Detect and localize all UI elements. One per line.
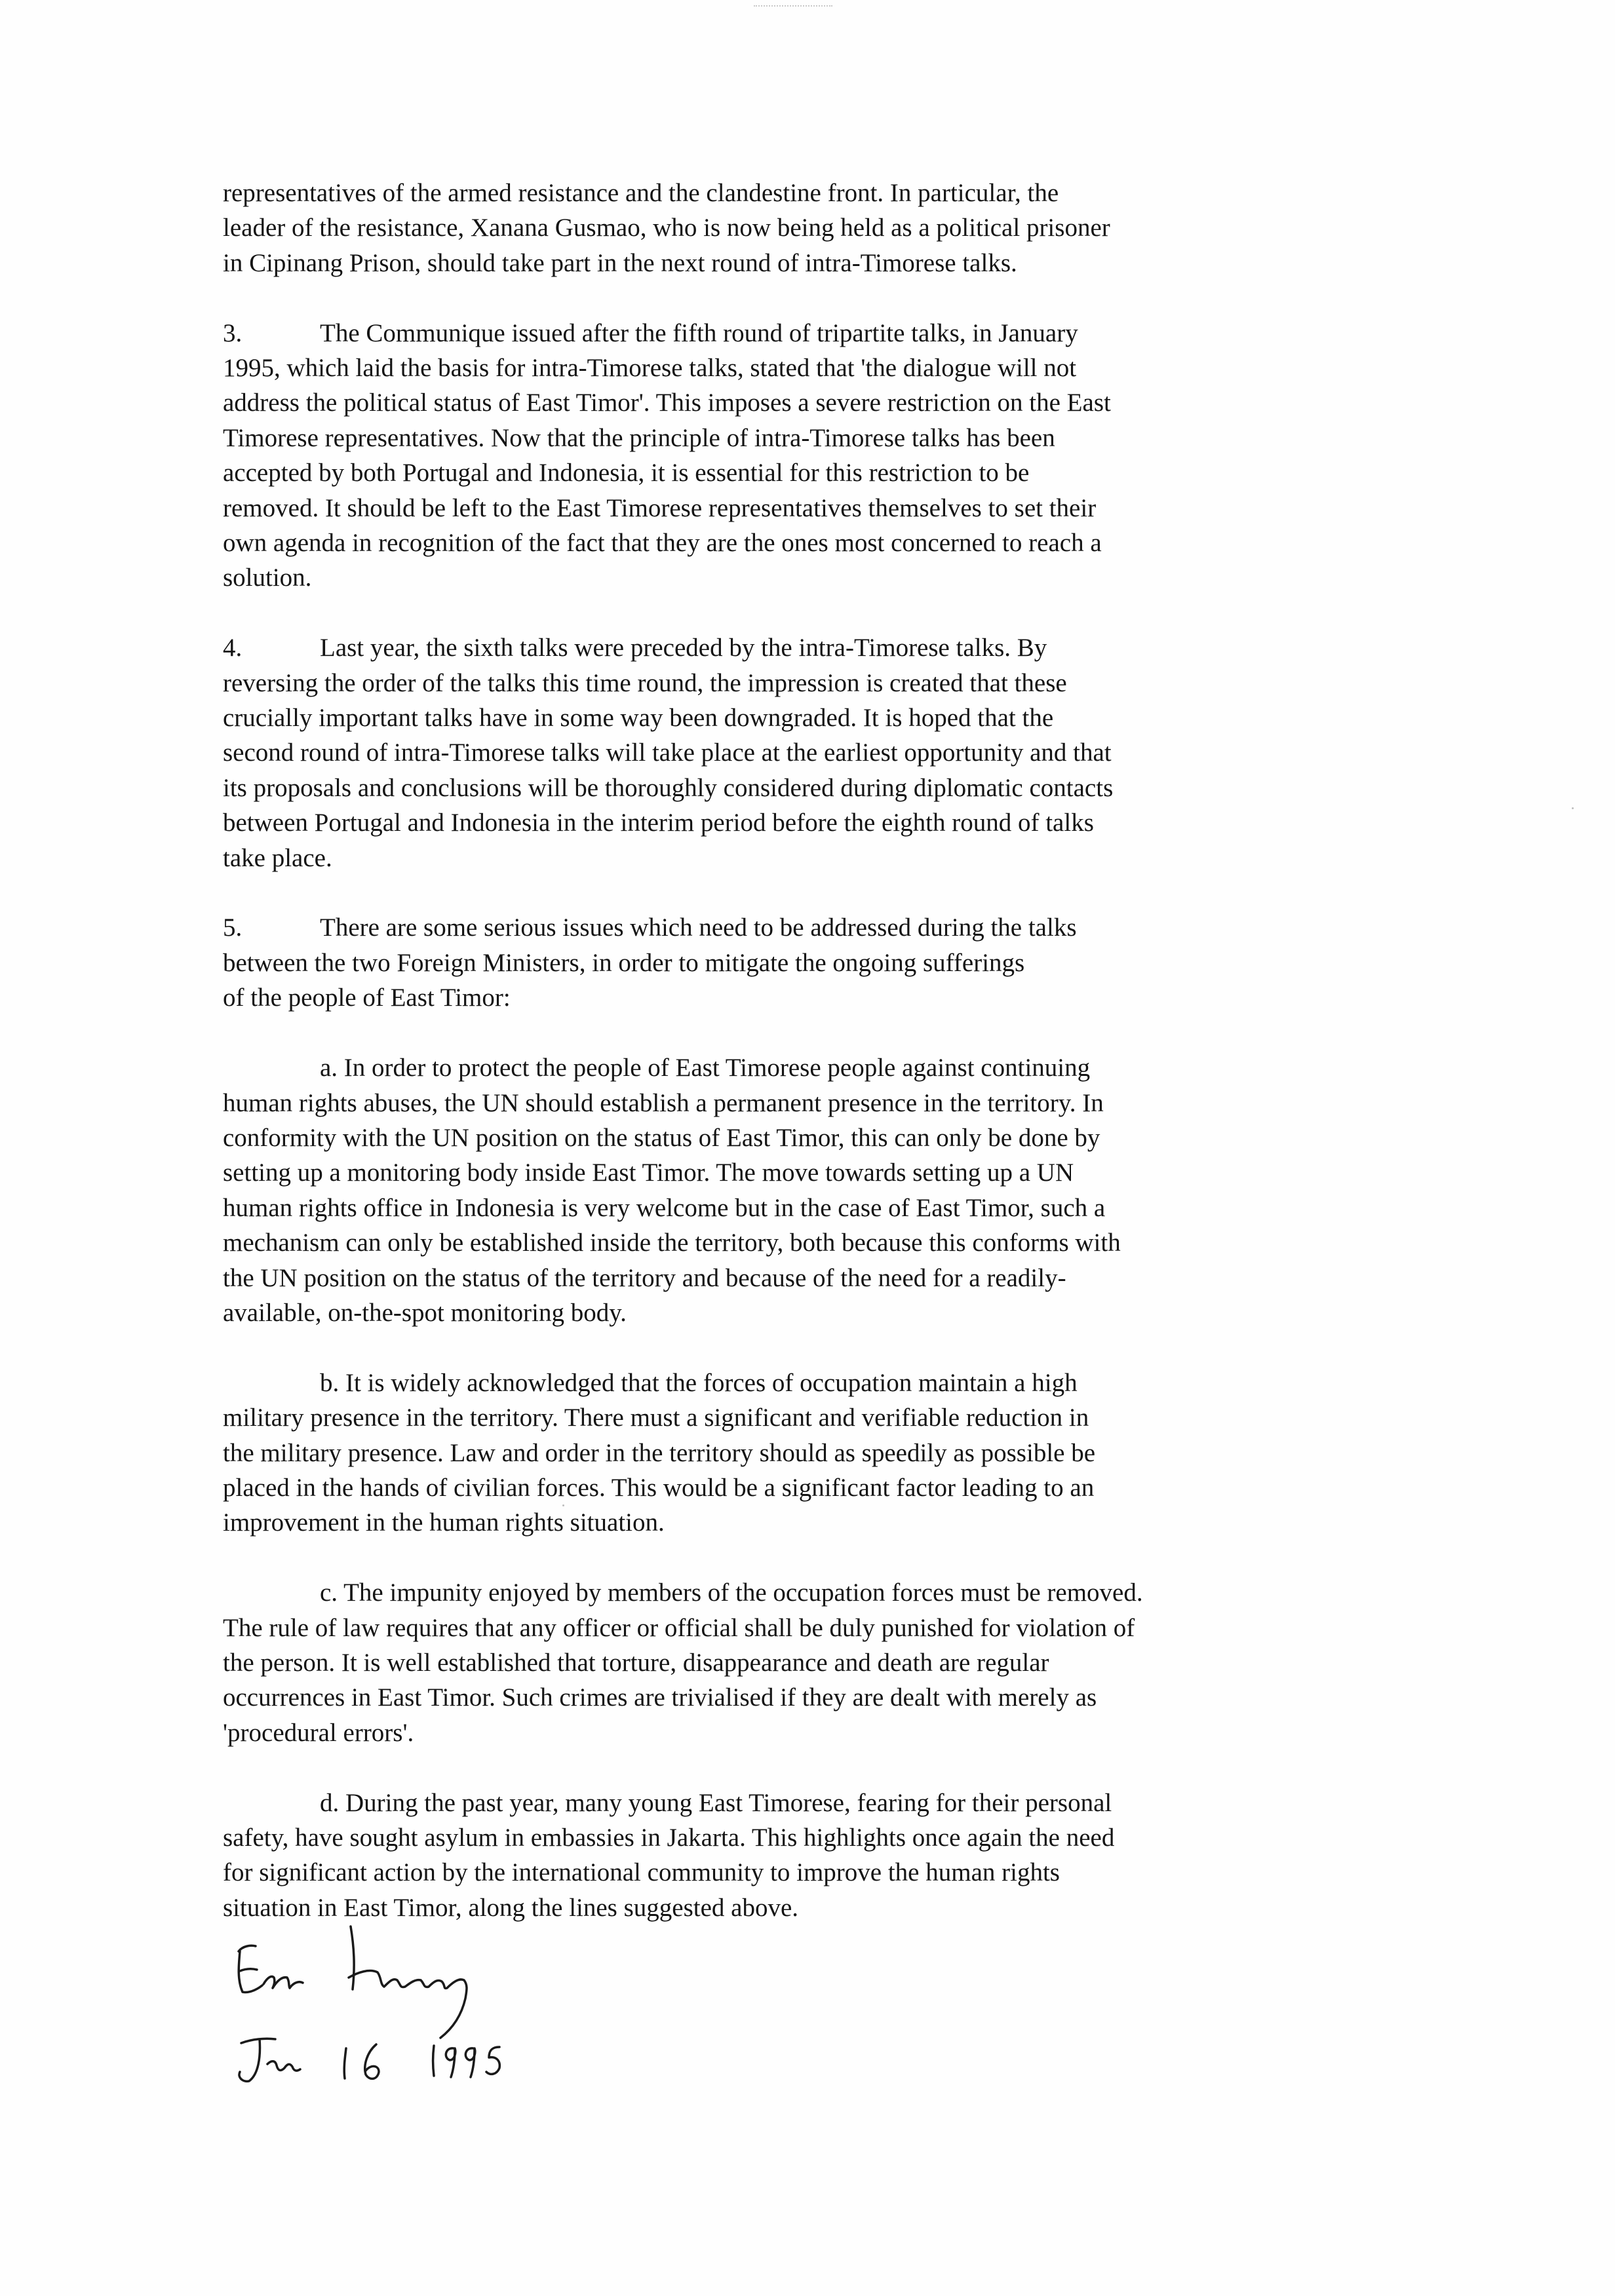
handwritten-signature [229, 1900, 596, 2097]
text-line: conformity with the UN position on the status of East Timor, this can only be done by [223, 1123, 1100, 1152]
subparagraph-c [223, 1575, 1396, 1750]
paragraph-3 [223, 316, 1396, 596]
text-line: crucially important talks have in some way been downgraded. It is hoped that the [223, 704, 1054, 733]
text-line: available, on-the-spot monitoring body. [223, 1298, 627, 1327]
text-line: take place. [223, 843, 332, 872]
text-line: human rights office in Indonesia is very welcome but in the case of East Timor, such a [223, 1193, 1106, 1222]
text-line: military presence in the territory. There must a significant and verifiable reduction in [223, 1404, 1089, 1432]
paragraph-number: 4. [223, 634, 243, 662]
paragraph-4 [223, 630, 1396, 875]
text-line: 'procedural errors'. [223, 1718, 414, 1747]
text-line: for significant action by the international community to improve the human rights [223, 1858, 1060, 1887]
text-line: the UN position on the status of the territory and because of the need for a readily- [223, 1263, 1066, 1292]
signature-stroke [349, 1926, 467, 2038]
text-line: occurrences in East Timor. Such crimes are trivialised if they are dealt with merely as [223, 1683, 1097, 1712]
text-line: c. The impunity enjoyed by members of the occupation forces must be removed. [320, 1578, 1143, 1607]
text-line: d. During the past year, many young East Timorese, fearing for their personal [320, 1788, 1112, 1817]
signature-stroke [344, 2044, 379, 2078]
text-line: of the people of East Timor: [223, 984, 511, 1012]
text-line-content: Last year, the sixth talks were preceded by the intra-Timorese talks. By [320, 634, 1047, 662]
text-line: its proposals and conclusions will be thoroughly considered during diplomatic contacts [223, 773, 1114, 802]
text-line: mechanism can only be established inside the territory, both because this conforms with [223, 1229, 1121, 1257]
text-line: removed. It should be left to the East Timorese representatives themselves to set their [223, 493, 1097, 522]
text-line: reversing the order of the talks this time round, the impression is created that these [223, 668, 1067, 697]
text-line: The rule of law requires that any officer or official shall be duly punished for violation of [223, 1613, 1135, 1642]
text-line: improvement in the human rights situation. [223, 1508, 665, 1537]
text-line: a. In order to protect the people of East Timorese people against continuing [320, 1054, 1091, 1082]
signature-drawing [229, 1900, 596, 2097]
text-line: 1995, which laid the basis for intra-Timorese talks, stated that 'the dialogue will not [223, 354, 1077, 383]
text-line: between Portugal and Indonesia in the interim period before the eighth round of talks [223, 809, 1094, 837]
text-line: Timorese representatives. Now that the principle of intra-Timorese talks has been [223, 423, 1055, 452]
text-line: representatives of the armed resistance and the clandestine front. In particular, the [223, 179, 1059, 207]
text-line: safety, have sought asylum in embassies in Jakarta. This highlights once again the need [223, 1823, 1115, 1852]
text-line: setting up a monitoring body inside East Timor. The move towards setting up a UN [223, 1158, 1074, 1187]
scan-artifact [754, 5, 832, 9]
text-line-content: The Communique issued after the fifth round of tripartite talks, in January [320, 318, 1078, 347]
intro-paragraph [223, 176, 1396, 280]
text-line: the person. It is well established that torture, disappearance and death are regular [223, 1648, 1049, 1677]
letter-body [223, 176, 1396, 1961]
subparagraph-a [223, 1050, 1396, 1330]
text-line: situation in East Timor, along the lines suggested above. [223, 1893, 799, 1922]
text-line: address the political status of East Timor'. This imposes a severe restriction on the East [223, 389, 1111, 417]
text-line: human rights abuses, the UN should establish a permanent presence in the territory. In [223, 1088, 1104, 1117]
paragraph-number: 3. [223, 318, 243, 347]
text-line: solution. [223, 564, 312, 592]
text-line [223, 316, 1396, 351]
subparagraph-b [223, 1366, 1396, 1540]
text-line-content: There are some serious issues which need to be addressed during the talks [320, 913, 1077, 942]
scan-speck [1572, 807, 1574, 809]
text-line [223, 910, 1396, 945]
text-line: accepted by both Portugal and Indonesia, it is essential for this restriction to be [223, 459, 1030, 488]
text-line: in Cipinang Prison, should take part in the next round of intra-Timorese talks. [223, 248, 1017, 277]
text-line [223, 630, 1396, 665]
text-line: placed in the hands of civilian forces. This would be a significant factor leading to an [223, 1473, 1095, 1502]
paragraph-5 [223, 910, 1396, 1015]
text-line: between the two Foreign Ministers, in order to mitigate the ongoing sufferings [223, 948, 1025, 977]
text-line: b. It is widely acknowledged that the forces of occupation maintain a high [320, 1368, 1078, 1397]
text-line: leader of the resistance, Xanana Gusmao, who is now being held as a political prisoner [223, 214, 1110, 242]
signature-stroke [433, 2046, 500, 2077]
signature-stroke [239, 2038, 300, 2081]
paragraph-number: 5. [223, 913, 243, 942]
signature-stroke [263, 1976, 303, 1988]
text-line: second round of intra-Timorese talks will take place at the earliest opportunity and that [223, 738, 1112, 767]
text-line: own agenda in recognition of the fact that they are the ones most concerned to reach a [223, 529, 1102, 558]
signature-stroke [239, 1945, 262, 1992]
text-line: the military presence. Law and order in the territory should as speedily as possible be [223, 1438, 1096, 1467]
